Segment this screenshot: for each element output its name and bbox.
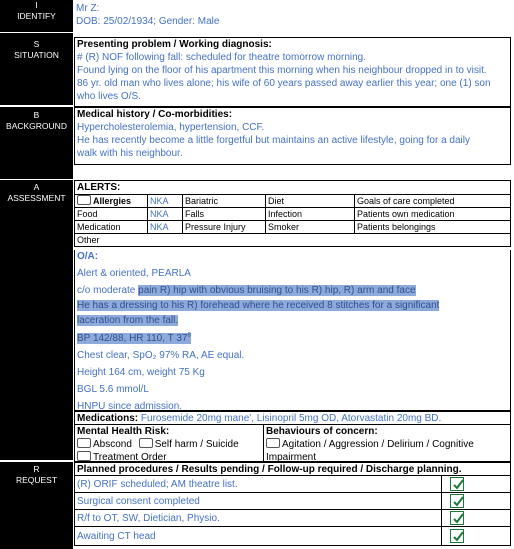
mh-row-2 (77, 451, 261, 462)
alerts-heading-row (74, 180, 511, 195)
alert-belongings[interactable]: Patients belongings (355, 221, 511, 234)
alert-pressure-injury[interactable]: Pressure Injury (183, 221, 266, 234)
request-item-4-tick-cell (441, 526, 511, 546)
treatment-order-label: Treatment Order (93, 452, 167, 462)
alert-medication[interactable]: Medication (75, 221, 148, 234)
alert-bariatric[interactable]: Bariatric (183, 195, 266, 208)
alert-food[interactable]: Food (75, 208, 148, 221)
situation-line-3: 86 yr. old man who lives alone; his wife of 60 years passed away earlier this year; one (1) son (77, 78, 491, 89)
allergies-label: Allergies (93, 196, 132, 206)
assessment-title: ASSESSMENT (7, 193, 66, 203)
check-icon[interactable] (450, 511, 464, 525)
behaviours-section (263, 424, 511, 462)
mh-heading: Mental Health Risk: (77, 426, 170, 437)
oa-dressing-1 (77, 299, 508, 312)
check-icon[interactable] (450, 494, 464, 508)
situation-label (0, 33, 73, 105)
treatment-order-checkbox[interactable] (77, 451, 91, 461)
abscond-label: Abscond (93, 439, 132, 450)
alert-own-medication[interactable]: Patients own medication (355, 208, 511, 221)
oa-chest: Chest clear, SpO₂ 97% RA, AE equal. (77, 350, 245, 362)
alerts-heading: ALERTS: (77, 182, 121, 193)
oa-pain (77, 284, 508, 297)
check-icon[interactable] (450, 529, 464, 543)
mh-row-1 (77, 438, 261, 451)
boc-items: Agitation / Aggression / Delirium / Cognitive (282, 439, 474, 450)
background-letter: B (33, 110, 40, 120)
identify-section (74, 2, 511, 32)
oa-dressing-1-text: He has a dressing to his R) forehead where he received 8 stitches for a significant (77, 300, 440, 311)
request-heading: Planned procedures / Results pending / Follow-up required / Discharge planning. (77, 464, 462, 475)
request-item-3: R/f to OT, SW, Dietician, Physio. (74, 509, 442, 527)
agitation-checkbox[interactable] (266, 438, 280, 448)
background-section (74, 107, 511, 165)
patient-dob: DOB: 25/02/1934; Gender: Male (76, 16, 220, 27)
boc-row-1 (266, 438, 508, 451)
boc-heading: Behaviours of concern: (266, 426, 378, 437)
alert-infection[interactable]: Infection (266, 208, 355, 221)
situation-heading: Presenting problem / Working diagnosis: (77, 39, 272, 50)
assessment-letter: A (33, 182, 40, 192)
allergies-checkbox[interactable] (77, 195, 91, 205)
assessment-label (0, 180, 73, 460)
background-line-3: walk with his neighbour. (77, 148, 183, 159)
identify-letter: I (35, 0, 38, 10)
oa-bp (77, 330, 508, 345)
medications-value: Furosemide 20mg mane', Lisinopril 5mg OD, Atorvastatin 20mg BD. (140, 413, 442, 424)
oa-bgl: BGL 5.6 mmol/L (77, 384, 149, 396)
abscond-checkbox[interactable] (77, 438, 91, 448)
request-title: REQUEST (15, 475, 58, 485)
oa-height: Height 164 cm, weight 75 Kg (77, 367, 205, 379)
request-item-1-tick-cell (441, 475, 511, 493)
self-harm-label: Self harm / Suicide (154, 439, 239, 450)
situation-title: SITUATION (14, 50, 59, 60)
background-line-1: Hypercholesterolemia, hypertension, CCF. (77, 122, 265, 133)
background-line-2: He has recently become a little forgetful but maintains an active lifestyle, going for a daily (77, 135, 470, 146)
situation-line-2: Found lying on the floor of his apartment this morning when his neighbour dropped in to visit. (77, 65, 487, 76)
request-heading-row (74, 462, 511, 476)
oa-bp-text (77, 333, 191, 344)
medications-row (74, 411, 511, 425)
identify-title: IDENTIFY (17, 11, 56, 21)
request-item-3-tick-cell (441, 509, 511, 527)
request-item-1: (R) ORIF scheduled; AM theatre list. (74, 475, 442, 493)
oa-alert: Alert & oriented, PEARLA (77, 268, 191, 279)
background-title: BACKGROUND (6, 121, 67, 131)
patient-name: Mr Z: (76, 3, 100, 14)
alert-allergies[interactable] (75, 195, 148, 208)
situation-line-1: # (R) NOF following fall: scheduled for theatre tomorrow morning. (77, 52, 367, 63)
medication-value: NKA (148, 221, 183, 234)
alert-smoker[interactable]: Smoker (266, 221, 355, 234)
request-letter: R (33, 464, 40, 474)
oa-pain-highlight: pain R) hip with obvious bruising to his R) hip, R) arm and face (138, 285, 416, 296)
oa-bp-sup: 8 (187, 333, 191, 339)
alert-diet[interactable]: Diet (266, 195, 355, 208)
oa-pain-prefix: c/o moderate (77, 285, 139, 296)
background-heading: Medical history / Co-morbidities: (77, 109, 233, 120)
boc-row-2: Impairment (266, 452, 317, 462)
alert-other[interactable]: Other (75, 234, 511, 247)
medications-label: Medications: (77, 413, 141, 424)
food-value: NKA (148, 208, 183, 221)
oa-bp-value: BP 142/88, HR 110, T 37 (77, 333, 188, 345)
identify-label (0, 0, 73, 32)
oa-dressing-2-text: laceration from the fall. (77, 315, 179, 326)
request-item-2: Surgical consent completed (74, 492, 442, 510)
check-icon[interactable] (450, 477, 464, 491)
request-item-4: Awaiting CT head (74, 526, 442, 546)
alert-goals-of-care[interactable]: Goals of care completed (355, 195, 511, 208)
oa-heading: O/A: (77, 251, 99, 262)
alert-falls[interactable]: Falls (183, 208, 266, 221)
on-assessment-section (74, 250, 511, 411)
request-label (0, 462, 73, 549)
oa-dressing-2 (77, 314, 508, 327)
request-item-2-tick-cell (441, 492, 511, 510)
alerts-table (74, 194, 511, 247)
background-label (0, 107, 73, 179)
situation-line-4: who lives O/S. (77, 91, 141, 102)
oa-hnpu: HNPU since admission. (77, 401, 183, 411)
mental-health-section (74, 424, 264, 462)
self-harm-checkbox[interactable] (139, 438, 153, 448)
allergies-value: NKA (148, 195, 183, 208)
situation-section (74, 37, 511, 107)
situation-letter: S (33, 39, 40, 49)
